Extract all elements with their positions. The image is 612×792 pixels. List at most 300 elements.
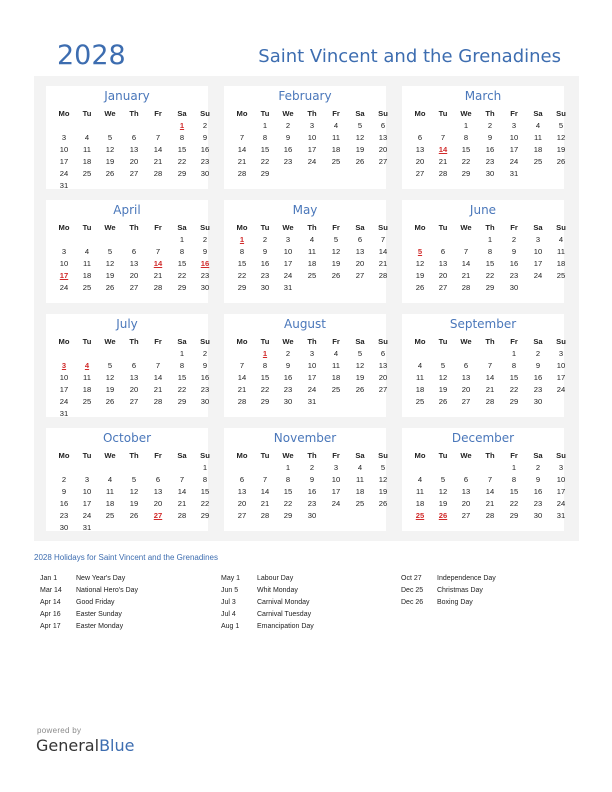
month-title: February	[278, 89, 332, 103]
day-cell: 23	[307, 499, 317, 508]
day-cell: 20	[438, 271, 448, 280]
day-cell: 30	[533, 511, 543, 520]
holiday-day-cell: 14	[153, 259, 163, 268]
holiday-date: Dec 26	[401, 599, 424, 606]
holiday-date: Dec 25	[401, 587, 424, 594]
weekday-header-row	[46, 450, 208, 462]
weekday-label: Su	[556, 451, 566, 460]
week-row	[224, 360, 386, 372]
day-cell: 15	[177, 145, 187, 154]
day-cell: 3	[309, 121, 315, 130]
week-row	[46, 384, 208, 396]
day-cell: 9	[262, 247, 268, 256]
day-cell: 6	[239, 475, 245, 484]
weekday-header-row	[224, 108, 386, 120]
day-cell: 28	[153, 283, 163, 292]
holiday-name: Carnival Monday	[257, 599, 310, 606]
day-cell: 22	[260, 385, 270, 394]
day-cell: 9	[202, 247, 208, 256]
day-cell: 31	[59, 409, 69, 418]
weekday-label: We	[282, 109, 294, 118]
day-cell: 23	[283, 385, 293, 394]
day-cell: 9	[535, 475, 541, 484]
day-cell: 22	[283, 499, 293, 508]
day-cell: 12	[331, 247, 341, 256]
weekday-label: Th	[485, 109, 495, 118]
weekday-label: Fr	[510, 109, 518, 118]
week-row	[224, 498, 386, 510]
day-cell: 31	[59, 181, 69, 190]
day-cell: 24	[533, 271, 543, 280]
day-cell: 11	[308, 247, 316, 256]
weekday-label: Tu	[438, 223, 448, 232]
week-row	[46, 360, 208, 372]
day-cell: 20	[415, 157, 425, 166]
day-cell: 3	[558, 463, 564, 472]
day-cell: 8	[262, 361, 268, 370]
day-cell: 9	[511, 247, 517, 256]
day-cell: 5	[357, 349, 363, 358]
day-cell: 10	[283, 247, 293, 256]
day-cell: 26	[105, 169, 115, 178]
holiday-day-cell: 17	[59, 271, 69, 280]
day-cell: 18	[82, 385, 92, 394]
day-cell: 24	[307, 157, 317, 166]
day-cell: 9	[202, 361, 208, 370]
day-cell: 30	[59, 523, 69, 532]
week-row	[402, 384, 564, 396]
weekday-label: Tu	[438, 109, 448, 118]
day-cell: 23	[509, 271, 519, 280]
day-cell: 6	[440, 247, 446, 256]
day-cell: 30	[485, 169, 495, 178]
day-cell: 11	[534, 133, 542, 142]
month-may	[224, 200, 386, 303]
day-cell: 29	[485, 283, 495, 292]
day-cell: 13	[129, 373, 139, 382]
day-cell: 30	[260, 283, 270, 292]
day-cell: 2	[511, 235, 517, 244]
weekday-label: Fr	[510, 337, 518, 346]
day-cell: 6	[463, 361, 469, 370]
day-cell: 8	[262, 133, 268, 142]
day-cell: 28	[153, 397, 163, 406]
day-cell: 13	[378, 133, 388, 142]
day-cell: 6	[380, 121, 386, 130]
day-cell: 5	[107, 361, 113, 370]
day-cell: 15	[509, 487, 519, 496]
weekday-label: Fr	[510, 451, 518, 460]
month-august	[224, 314, 386, 417]
day-cell: 29	[237, 283, 247, 292]
day-cell: 4	[107, 475, 113, 484]
day-cell: 2	[285, 121, 291, 130]
day-cell: 26	[378, 499, 388, 508]
day-cell: 19	[129, 499, 139, 508]
weekday-label: We	[282, 451, 294, 460]
day-cell: 12	[378, 475, 388, 484]
month-title: May	[292, 203, 318, 217]
day-cell: 14	[237, 373, 247, 382]
day-cell: 20	[355, 259, 365, 268]
day-cell: 8	[202, 475, 208, 484]
holiday-date: Apr 17	[40, 623, 61, 630]
day-cell: 29	[260, 169, 270, 178]
holiday-item	[40, 585, 210, 597]
day-cell: 15	[177, 259, 187, 268]
month-title: September	[449, 317, 517, 331]
day-cell: 17	[556, 373, 566, 382]
brand-general: General	[36, 736, 100, 755]
weekday-label: Tu	[438, 451, 448, 460]
day-cell: 1	[511, 463, 517, 472]
day-cell: 28	[485, 397, 495, 406]
day-cell: 28	[378, 271, 388, 280]
day-cell: 20	[129, 157, 139, 166]
week-row	[402, 132, 564, 144]
holiday-name: Easter Sunday	[76, 611, 122, 618]
day-cell: 23	[533, 385, 543, 394]
day-cell: 20	[129, 385, 139, 394]
week-row	[224, 486, 386, 498]
holiday-name: National Hero's Day	[76, 587, 139, 594]
weekday-label: Mo	[414, 109, 426, 118]
day-cell: 7	[487, 475, 493, 484]
weekday-label: Sa	[355, 223, 365, 232]
weekday-label: Mo	[414, 451, 426, 460]
day-cell: 19	[105, 157, 115, 166]
holiday-day-cell: 14	[438, 145, 448, 154]
holiday-name: Carnival Tuesday	[257, 611, 312, 618]
weekday-header-row	[224, 222, 386, 234]
day-cell: 2	[487, 121, 493, 130]
day-cell: 7	[239, 361, 245, 370]
day-cell: 21	[485, 385, 495, 394]
week-row	[224, 396, 386, 408]
day-cell: 7	[487, 361, 493, 370]
day-cell: 13	[129, 145, 139, 154]
day-cell: 29	[260, 397, 270, 406]
day-cell: 8	[511, 475, 517, 484]
day-cell: 4	[417, 475, 423, 484]
holiday-day-cell: 1	[179, 121, 185, 130]
day-cell: 14	[260, 487, 270, 496]
day-cell: 18	[556, 259, 566, 268]
holiday-item	[221, 573, 391, 585]
day-cell: 14	[461, 259, 471, 268]
holiday-list-column	[401, 573, 571, 609]
day-cell: 28	[237, 169, 247, 178]
day-cell: 6	[155, 475, 161, 484]
day-cell: 11	[106, 487, 114, 496]
weekday-label: Th	[307, 223, 317, 232]
day-cell: 27	[378, 157, 388, 166]
weekday-label: Mo	[58, 223, 70, 232]
weekday-label: Tu	[438, 337, 448, 346]
holiday-date: Mar 14	[40, 587, 62, 594]
day-cell: 1	[285, 463, 291, 472]
day-cell: 10	[59, 259, 69, 268]
week-row	[46, 282, 208, 294]
holiday-item	[401, 585, 571, 597]
day-cell: 5	[107, 247, 113, 256]
week-row	[46, 462, 208, 474]
day-cell: 3	[84, 475, 90, 484]
weekday-label: Su	[556, 223, 566, 232]
day-cell: 15	[509, 373, 519, 382]
day-cell: 19	[438, 385, 448, 394]
day-cell: 12	[415, 259, 425, 268]
day-cell: 19	[355, 373, 365, 382]
day-cell: 12	[129, 487, 139, 496]
day-cell: 7	[262, 475, 268, 484]
weekday-header-row	[402, 450, 564, 462]
weekday-header-row	[402, 222, 564, 234]
day-cell: 10	[59, 145, 69, 154]
weekday-label: Tu	[260, 337, 270, 346]
year-title: 2028	[57, 40, 126, 71]
country-title: Saint Vincent and the Grenadines	[258, 46, 561, 67]
day-cell: 17	[307, 373, 317, 382]
day-cell: 4	[309, 235, 315, 244]
day-cell: 3	[61, 247, 67, 256]
day-cell: 10	[556, 361, 566, 370]
weekday-label: Tu	[82, 451, 92, 460]
day-cell: 18	[105, 499, 115, 508]
weekday-label: Sa	[533, 337, 543, 346]
day-cell: 26	[556, 157, 566, 166]
day-cell: 9	[309, 475, 315, 484]
month-title: March	[464, 89, 502, 103]
weekday-header-row	[224, 336, 386, 348]
holiday-date: Oct 27	[401, 575, 422, 582]
day-cell: 16	[307, 487, 317, 496]
day-cell: 3	[61, 133, 67, 142]
day-cell: 12	[105, 373, 115, 382]
weekday-label: Sa	[355, 451, 365, 460]
day-cell: 30	[307, 511, 317, 520]
day-cell: 8	[179, 247, 185, 256]
day-cell: 28	[153, 169, 163, 178]
day-cell: 25	[331, 385, 341, 394]
day-cell: 18	[533, 145, 543, 154]
weekday-label: Fr	[154, 109, 162, 118]
weekday-label: Su	[200, 109, 210, 118]
day-cell: 31	[307, 397, 317, 406]
day-cell: 24	[331, 499, 341, 508]
day-cell: 18	[415, 499, 425, 508]
holiday-name: Independence Day	[437, 575, 496, 582]
day-cell: 28	[461, 283, 471, 292]
week-row	[46, 270, 208, 282]
day-cell: 21	[237, 157, 247, 166]
weekday-label: We	[460, 109, 472, 118]
week-row	[46, 234, 208, 246]
day-cell: 7	[179, 475, 185, 484]
day-cell: 17	[283, 259, 293, 268]
day-cell: 24	[556, 385, 566, 394]
day-cell: 5	[558, 121, 564, 130]
weekday-label: Sa	[355, 109, 365, 118]
day-cell: 7	[380, 235, 386, 244]
day-cell: 19	[556, 145, 566, 154]
day-cell: 29	[200, 511, 210, 520]
day-cell: 22	[260, 157, 270, 166]
week-row	[46, 510, 208, 522]
weekday-label: Fr	[332, 451, 340, 460]
week-row	[46, 168, 208, 180]
week-row	[402, 360, 564, 372]
day-cell: 12	[438, 487, 448, 496]
week-row	[46, 144, 208, 156]
day-cell: 2	[535, 463, 541, 472]
week-row	[224, 246, 386, 258]
day-cell: 16	[260, 259, 270, 268]
weekday-label: Sa	[177, 109, 187, 118]
weekday-label: We	[282, 337, 294, 346]
day-cell: 20	[237, 499, 247, 508]
holiday-date: Jan 1	[40, 575, 58, 582]
day-cell: 5	[440, 475, 446, 484]
day-cell: 14	[378, 247, 388, 256]
day-cell: 20	[378, 145, 388, 154]
day-cell: 9	[61, 487, 67, 496]
day-cell: 14	[177, 487, 187, 496]
weekday-label: Su	[200, 223, 210, 232]
holiday-day-cell: 25	[415, 511, 425, 520]
weekday-label: Su	[378, 223, 388, 232]
day-cell: 5	[131, 475, 137, 484]
day-cell: 1	[463, 121, 469, 130]
day-cell: 29	[283, 511, 293, 520]
day-cell: 18	[355, 487, 365, 496]
day-cell: 16	[283, 145, 293, 154]
day-cell: 30	[200, 397, 210, 406]
weekday-label: Tu	[82, 223, 92, 232]
day-cell: 3	[285, 235, 291, 244]
day-cell: 3	[558, 349, 564, 358]
day-cell: 22	[237, 271, 247, 280]
day-cell: 8	[511, 361, 517, 370]
day-cell: 20	[461, 385, 471, 394]
weekday-label: We	[460, 337, 472, 346]
holiday-item	[40, 621, 210, 633]
holiday-name: Whit Monday	[257, 587, 298, 594]
day-cell: 31	[509, 169, 519, 178]
weekday-label: Sa	[533, 451, 543, 460]
day-cell: 27	[415, 169, 425, 178]
weekday-label: We	[460, 223, 472, 232]
day-cell: 13	[153, 487, 163, 496]
day-cell: 19	[438, 499, 448, 508]
day-cell: 15	[260, 145, 270, 154]
week-row	[46, 120, 208, 132]
month-title: October	[102, 431, 152, 445]
day-cell: 3	[309, 349, 315, 358]
day-cell: 13	[461, 487, 471, 496]
day-cell: 29	[509, 511, 519, 520]
day-cell: 15	[283, 487, 293, 496]
week-row	[402, 156, 564, 168]
week-row	[46, 498, 208, 510]
week-row	[402, 396, 564, 408]
day-cell: 10	[82, 487, 92, 496]
day-cell: 21	[260, 499, 270, 508]
weekday-label: Su	[556, 109, 566, 118]
day-cell: 5	[380, 463, 386, 472]
day-cell: 27	[237, 511, 247, 520]
day-cell: 11	[332, 133, 340, 142]
holiday-day-cell: 5	[417, 247, 423, 256]
month-title: December	[451, 431, 515, 445]
month-july	[46, 314, 208, 417]
day-cell: 28	[485, 511, 495, 520]
day-cell: 16	[509, 259, 519, 268]
holiday-date: Jun 5	[221, 587, 239, 594]
day-cell: 29	[177, 283, 187, 292]
day-cell: 1	[179, 235, 185, 244]
holiday-list-column	[40, 573, 210, 633]
month-title: November	[273, 431, 337, 445]
day-cell: 14	[237, 145, 247, 154]
day-cell: 26	[331, 271, 341, 280]
week-row	[402, 510, 564, 522]
day-cell: 24	[283, 271, 293, 280]
holiday-item	[40, 609, 210, 621]
week-row	[46, 348, 208, 360]
day-cell: 6	[131, 133, 137, 142]
holiday-day-cell: 27	[153, 511, 163, 520]
weekday-label: We	[104, 109, 116, 118]
day-cell: 27	[438, 283, 448, 292]
day-cell: 4	[417, 361, 423, 370]
day-cell: 22	[177, 157, 187, 166]
day-cell: 26	[355, 385, 365, 394]
day-cell: 22	[177, 271, 187, 280]
day-cell: 7	[239, 133, 245, 142]
day-cell: 11	[416, 487, 424, 496]
weekday-header-row	[402, 108, 564, 120]
holiday-date: Jul 3	[221, 599, 236, 606]
day-cell: 1	[179, 349, 185, 358]
day-cell: 3	[511, 121, 517, 130]
day-cell: 23	[283, 157, 293, 166]
day-cell: 10	[307, 133, 317, 142]
day-cell: 7	[440, 133, 446, 142]
day-cell: 21	[237, 385, 247, 394]
day-cell: 12	[105, 259, 115, 268]
day-cell: 27	[129, 397, 139, 406]
day-cell: 13	[415, 145, 425, 154]
day-cell: 18	[331, 373, 341, 382]
day-cell: 26	[105, 397, 115, 406]
holiday-day-cell: 1	[262, 349, 268, 358]
day-cell: 14	[485, 373, 495, 382]
day-cell: 8	[285, 475, 291, 484]
week-row	[46, 396, 208, 408]
day-cell: 30	[533, 397, 543, 406]
week-row	[224, 270, 386, 282]
day-cell: 24	[59, 169, 69, 178]
week-row	[402, 462, 564, 474]
day-cell: 17	[82, 499, 92, 508]
weekday-label: Th	[485, 337, 495, 346]
day-cell: 2	[535, 349, 541, 358]
day-cell: 24	[59, 283, 69, 292]
day-cell: 17	[331, 487, 341, 496]
weekday-label: Th	[129, 109, 139, 118]
month-title: August	[284, 317, 326, 331]
